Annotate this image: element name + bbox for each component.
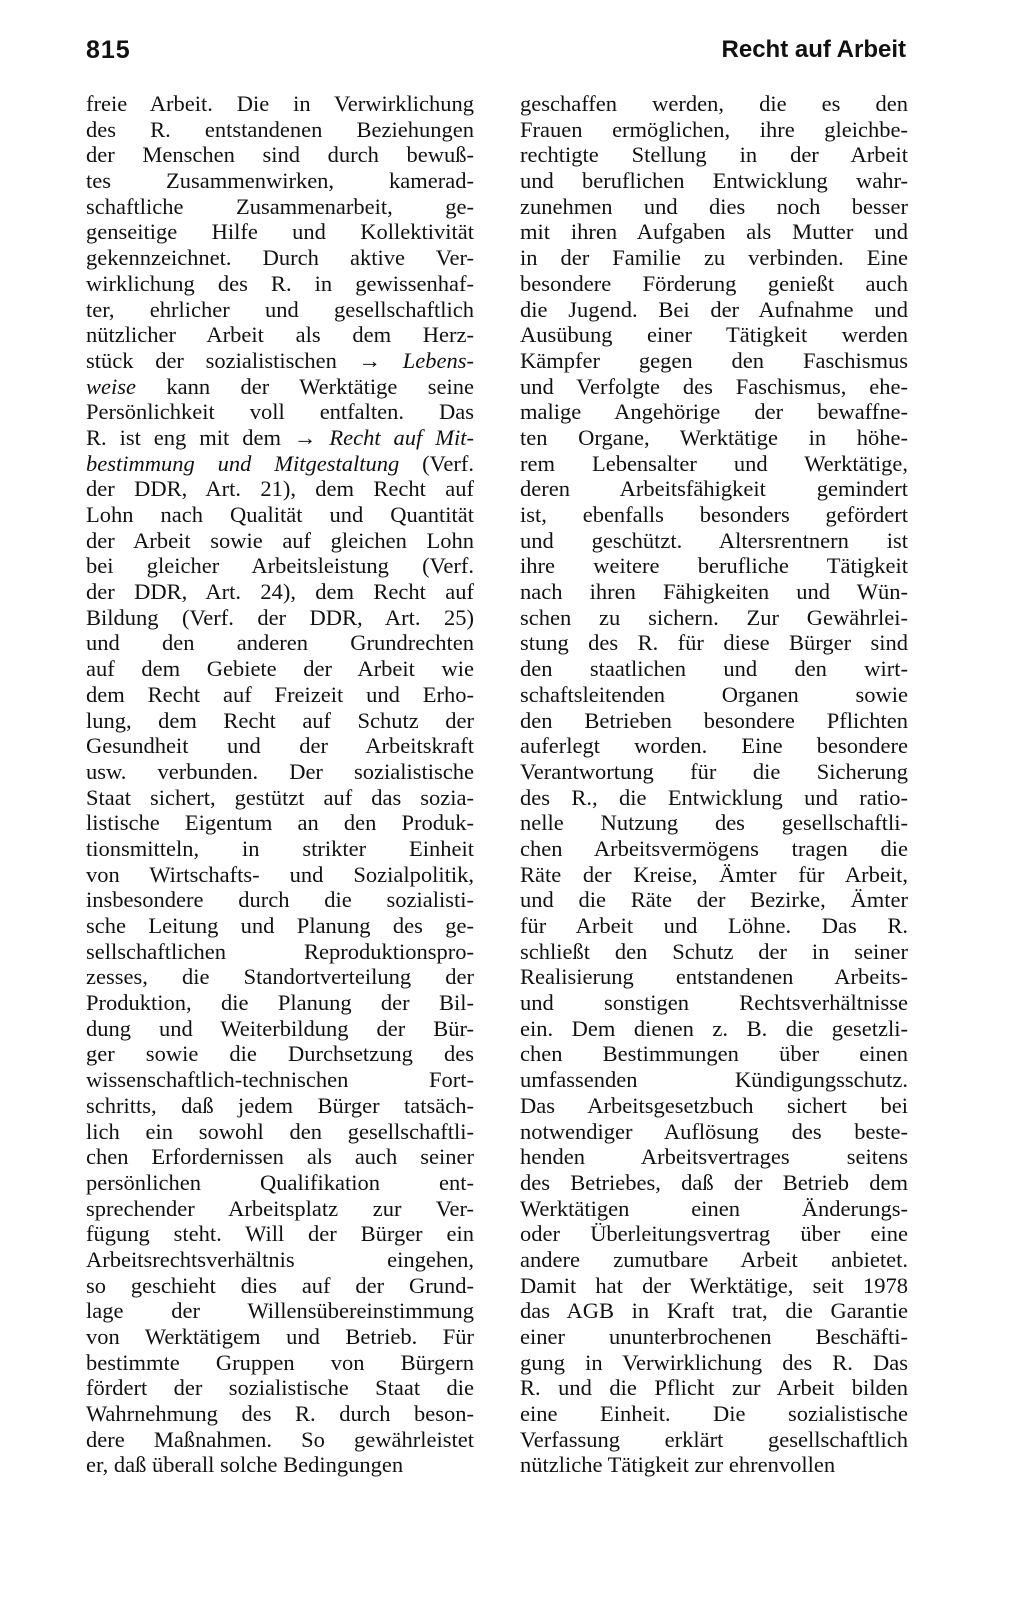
text-line: Ausübung einer Tätigkeit werden	[520, 322, 908, 348]
text-line: des R. entstandenen Beziehungen	[86, 116, 474, 142]
text-line: von Wirtschafts- und Sozialpolitik,	[86, 861, 474, 887]
text-line: insbesondere durch die sozialisti-	[86, 887, 474, 913]
text-line: schaftliche Zusammenarbeit, ge-	[86, 193, 474, 219]
text-line: bestimmung und Mitgestaltung (Verf.	[86, 450, 474, 476]
text-line: Verantwortung für die Sicherung	[520, 758, 908, 784]
text-line: dung und Weiterbildung der Bür-	[86, 1015, 474, 1041]
text-line: chen Bestimmungen über einen	[520, 1041, 908, 1067]
text-line: sprechender Arbeitsplatz zur Ver-	[86, 1195, 474, 1221]
text-line: rechtigte Stellung in der Arbeit	[520, 142, 908, 168]
text-line: andere zumutbare Arbeit anbietet.	[520, 1246, 908, 1272]
text-line: listische Eigentum an den Produk-	[86, 810, 474, 836]
text-line: freie Arbeit. Die in Verwirklichung	[86, 91, 474, 116]
text-line: einer ununterbrochenen Beschäfti-	[520, 1324, 908, 1349]
text-line: bestimmte Gruppen von Bürgern	[86, 1349, 474, 1375]
text-line: usw. verbunden. Der sozialistische	[86, 758, 474, 784]
text-line: umfassenden Kündigungsschutz.	[520, 1067, 908, 1093]
text-line: R. ist eng mit dem → Recht auf Mit-	[86, 424, 474, 450]
text-line: fördert der sozialistische Staat die	[86, 1375, 474, 1401]
text-line: genseitige Hilfe und Kollektivität	[86, 219, 474, 245]
text-line: chen Erfordernissen als auch seiner	[86, 1144, 474, 1170]
text-line: das AGB in Kraft trat, die Garantie	[520, 1298, 908, 1324]
text-line: den staatlichen und den wirt-	[520, 656, 908, 682]
text-line: ihre weitere berufliche Tätigkeit	[520, 553, 908, 579]
right-text-column	[520, 91, 908, 1478]
text-line: sellschaftlichen Reproduktionspro-	[86, 938, 474, 964]
text-line: der Arbeit sowie auf gleichen Lohn	[86, 527, 474, 553]
text-line: schen zu sichern. Zur Gewährlei-	[520, 604, 908, 630]
text-line: besondere Förderung genießt auch	[520, 270, 908, 296]
text-line: henden Arbeitsvertrages seitens	[520, 1144, 908, 1170]
text-line: dem Recht auf Freizeit und Erho-	[86, 681, 474, 707]
text-line: und den anderen Grundrechten	[86, 630, 474, 656]
text-line: wissenschaftlich-technischen Fort-	[86, 1067, 474, 1093]
text-line: Arbeitsrechtsverhältnis eingehen,	[86, 1246, 474, 1272]
text-line: Bildung (Verf. der DDR, Art. 25)	[86, 604, 474, 630]
text-line: notwendiger Auflösung des beste-	[520, 1118, 908, 1144]
text-line: und beruflichen Entwicklung wahr-	[520, 168, 908, 194]
text-line: Lohn nach Qualität und Quantität	[86, 502, 474, 527]
text-line: die Jugend. Bei der Aufnahme und	[520, 296, 908, 322]
text-line: ten Organe, Werktätige in höhe-	[520, 424, 908, 450]
text-line: so geschieht dies auf der Grund-	[86, 1272, 474, 1298]
text-line: Damit hat der Werktätige, seit 1978	[520, 1272, 908, 1298]
text-line: der DDR, Art. 21), dem Recht auf	[86, 476, 474, 502]
text-line: eine Einheit. Die sozialistische	[520, 1401, 908, 1427]
text-line: persönlichen Qualifikation ent-	[86, 1169, 474, 1195]
text-line: auf dem Gebiete der Arbeit wie	[86, 656, 474, 682]
running-head: Recht auf Arbeit	[721, 36, 906, 63]
text-line: der Menschen sind durch bewuß-	[86, 142, 474, 168]
text-line: nützlicher Arbeit als dem Herz-	[86, 322, 474, 348]
text-line: schließt den Schutz der in seiner	[520, 938, 908, 964]
text-line: Persönlichkeit voll entfalten. Das	[86, 399, 474, 425]
text-line: von Werktätigem und Betrieb. Für	[86, 1324, 474, 1349]
text-line: malige Angehörige der bewaffne-	[520, 399, 908, 425]
text-line: zesses, die Standortverteilung der	[86, 964, 474, 990]
text-line: lung, dem Recht auf Schutz der	[86, 707, 474, 733]
text-line: des R., die Entwicklung und ratio-	[520, 784, 908, 810]
text-line: stung des R. für diese Bürger sind	[520, 630, 908, 656]
text-line: ist, ebenfalls besonders gefördert	[520, 502, 908, 527]
text-line: Realisierung entstandenen Arbeits-	[520, 964, 908, 990]
text-line: lage der Willensübereinstimmung	[86, 1298, 474, 1324]
text-line: nützliche Tätigkeit zur ehrenvollen	[520, 1452, 836, 1478]
text-line: nelle Nutzung des gesellschaftli-	[520, 810, 908, 836]
text-line: Wahrnehmung des R. durch beson-	[86, 1401, 474, 1427]
text-line: deren Arbeitsfähigkeit gemindert	[520, 476, 908, 502]
text-line: chen Arbeitsvermögens tragen die	[520, 835, 908, 861]
page-number: 815	[86, 36, 131, 64]
text-line: schritts, daß jedem Bürger tatsäch-	[86, 1092, 474, 1118]
text-line: ger sowie die Durchsetzung des	[86, 1041, 474, 1067]
text-line: in der Familie zu verbinden. Eine	[520, 245, 908, 271]
text-line: Produktion, die Planung der Bil-	[86, 990, 474, 1016]
text-line: zunehmen und dies noch besser	[520, 193, 908, 219]
text-line: und sonstigen Rechtsverhältnisse	[520, 990, 908, 1016]
text-line: nach ihren Fähigkeiten und Wün-	[520, 579, 908, 605]
text-line: Gesundheit und der Arbeitskraft	[86, 733, 474, 759]
left-text-column	[86, 91, 474, 1478]
text-line: des Betriebes, daß der Betrieb dem	[520, 1169, 908, 1195]
text-line: tes Zusammenwirken, kamerad-	[86, 168, 474, 194]
text-line: ein. Dem dienen z. B. die gesetzli-	[520, 1015, 908, 1041]
text-line: R. und die Pflicht zur Arbeit bilden	[520, 1375, 908, 1401]
text-line: Das Arbeitsgesetzbuch sichert bei	[520, 1092, 908, 1118]
text-line: der DDR, Art. 24), dem Recht auf	[86, 579, 474, 605]
text-line: Frauen ermöglichen, ihre gleichbe-	[520, 116, 908, 142]
text-line: gung in Verwirklichung des R. Das	[520, 1349, 908, 1375]
text-line: lich ein sowohl den gesellschaftli-	[86, 1118, 474, 1144]
text-line: schaftsleitenden Organen sowie	[520, 681, 908, 707]
text-line: fügung steht. Will der Bürger ein	[86, 1221, 474, 1247]
text-line: ter, ehrlicher und gesellschaftlich	[86, 296, 474, 322]
text-line: wirklichung des R. in gewissenhaf-	[86, 270, 474, 296]
text-line: und Verfolgte des Faschismus, ehe-	[520, 373, 908, 399]
text-line: für Arbeit und Löhne. Das R.	[520, 913, 908, 938]
text-line: Staat sichert, gestützt auf das sozia-	[86, 784, 474, 810]
text-line: Werktätigen einen Änderungs-	[520, 1195, 908, 1221]
text-line: gekennzeichnet. Durch aktive Ver-	[86, 245, 474, 271]
text-line: mit ihren Aufgaben als Mutter und	[520, 219, 908, 245]
text-line: den Betrieben besondere Pflichten	[520, 707, 908, 733]
text-line: sche Leitung und Planung des ge-	[86, 913, 474, 938]
text-line: rem Lebensalter und Werktätige,	[520, 450, 908, 476]
text-line: tionsmitteln, in strikter Einheit	[86, 835, 474, 861]
text-line: geschaffen werden, die es den	[520, 91, 908, 116]
text-line: oder Überleitungsvertrag über eine	[520, 1221, 908, 1247]
text-line: bei gleicher Arbeitsleistung (Verf.	[86, 553, 474, 579]
text-line: auferlegt worden. Eine besondere	[520, 733, 908, 759]
text-line: weise kann der Werktätige seine	[86, 373, 474, 399]
text-line: Räte der Kreise, Ämter für Arbeit,	[520, 861, 908, 887]
text-line: er, daß überall solche Bedingungen	[86, 1452, 404, 1478]
text-line: dere Maßnahmen. So gewährleistet	[86, 1426, 474, 1452]
text-line: und die Räte der Bezirke, Ämter	[520, 887, 908, 913]
text-line: Kämpfer gegen den Faschismus	[520, 347, 908, 373]
text-line: stück der sozialistischen → Lebens-	[86, 347, 474, 373]
text-line: und geschützt. Altersrentnern ist	[520, 527, 908, 553]
text-line: Verfassung erklärt gesellschaftlich	[520, 1426, 908, 1452]
